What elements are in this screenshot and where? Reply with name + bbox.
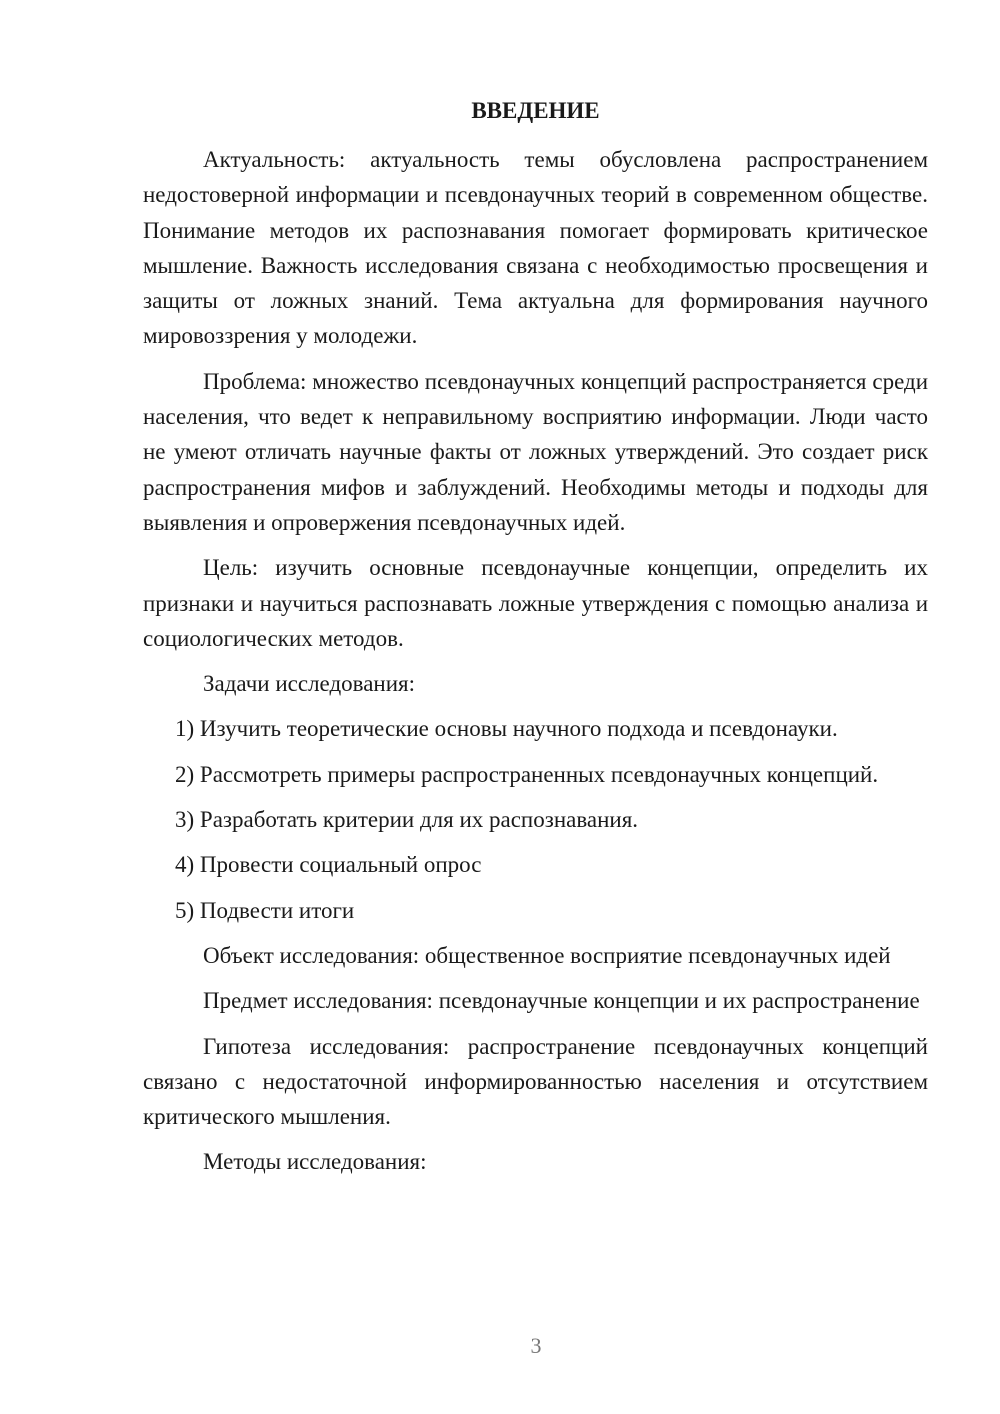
paragraph-object: Объект исследования: общественное восприятие псевдонаучных идей	[203, 942, 891, 968]
paragraph-subject: Предмет исследования: псевдонаучные концепции и их распространение	[203, 988, 920, 1014]
task-item-5: 5) Подвести итоги	[175, 897, 355, 923]
page-number: 3	[530, 1333, 542, 1358]
paragraph-tasks-heading: Задачи исследования:	[203, 671, 416, 697]
task-item-1: 1) Изучить теоретические основы научного подхода и псевдонауки.	[175, 716, 838, 742]
paragraph-hypothesis: Гипотеза исследования: распространение псевдонаучных концепций связано с недостаточной информированностью населения и отсутствием критического мышления.	[143, 1033, 928, 1130]
document-body	[143, 142, 928, 1190]
task-item-4: 4) Провести социальный опрос	[175, 852, 482, 878]
page-title: ВВЕДЕНИЕ	[471, 98, 600, 123]
task-item-2: 2) Рассмотреть примеры распространенных псевдонаучных концепций.	[175, 761, 879, 787]
paragraph-goal: Цель: изучить основные псевдонаучные концепции, определить их признаки и научиться распознавать ложные утверждения с помощью анализа и социологических методов.	[143, 555, 928, 651]
paragraph-methods: Методы исследования:	[203, 1149, 427, 1175]
paragraph-relevance: Актуальность: актуальность темы обусловлена распространением недостоверной информации и псевдонаучных теорий в современном обществе. Понимание методов их распознавания помогает формировать критическое мышление. Важность исследования связана с необходимостью просвещения и защиты от ложных знаний. Тема актуальна для формирования научного мировоззрения у молодежи.	[143, 147, 928, 349]
task-item-3: 3) Разработать критерии для их распознавания.	[175, 807, 639, 833]
paragraph-problem: Проблема: множество псевдонаучных концепций распространяется среди населения, что ведет к неправильному восприятию информации. Люди часто не умеют отличать научные факты от ложных утверждений. Это создает риск распространения мифов и заблуждений. Необходимы методы и подходы для выявления и опровержения псевдонаучных идей.	[143, 368, 928, 535]
